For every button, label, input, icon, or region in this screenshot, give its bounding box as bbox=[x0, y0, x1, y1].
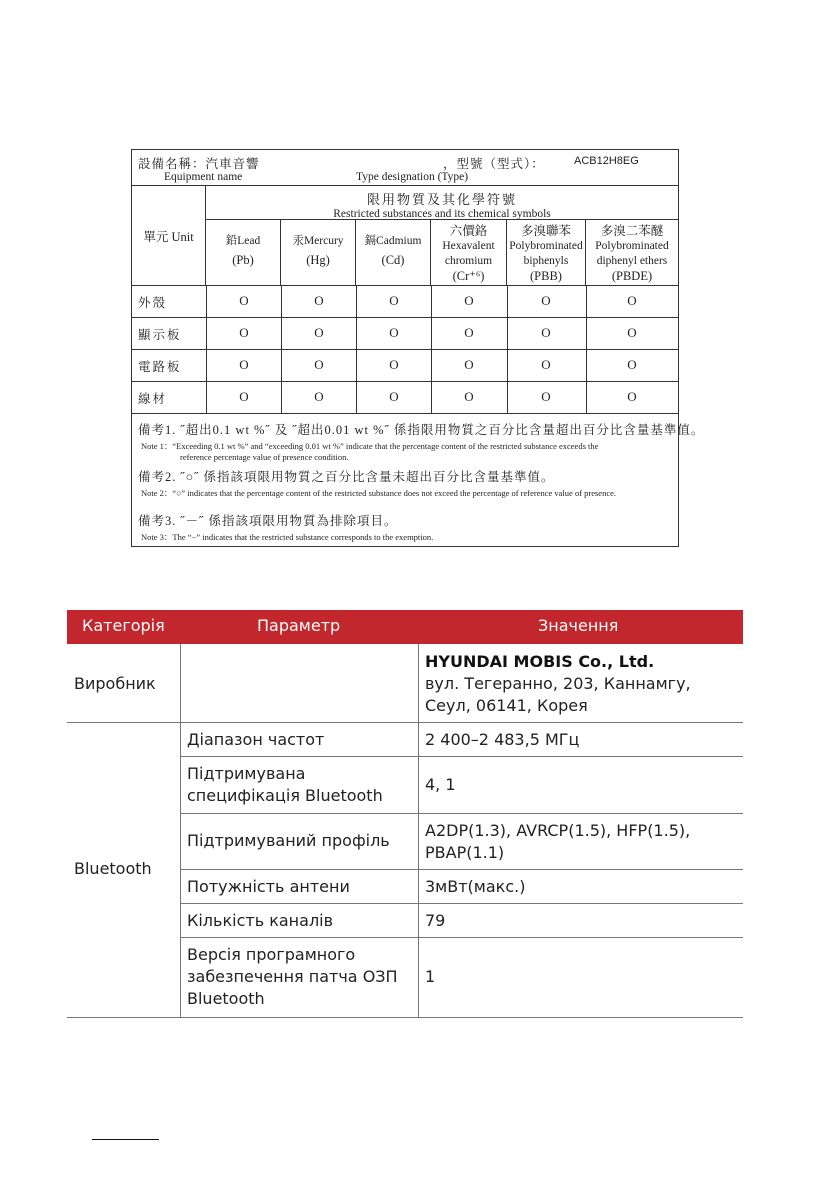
divider bbox=[418, 644, 419, 1018]
substance-symbol: (Pb) bbox=[232, 253, 254, 267]
divider bbox=[180, 813, 743, 814]
note3-en: Note 3：The “−” indicates that the restricted substance corresponds to the exemption. bbox=[141, 532, 434, 542]
manufacturer-address-line2: Сеул, 06141, Корея bbox=[425, 696, 588, 715]
model-number: ACB12H8EG bbox=[574, 155, 639, 167]
equipment-row bbox=[132, 150, 678, 186]
substance-value: O bbox=[314, 389, 324, 404]
substance-mercury bbox=[281, 220, 356, 285]
substance-symbol: (Hg) bbox=[306, 253, 330, 267]
value-profile-line1: A2DP(1.3), AVRCP(1.5), HFP(1.5), bbox=[425, 821, 691, 840]
value-frequency-range: 2 400–2 483,5 МГц bbox=[425, 730, 580, 749]
substance-lead bbox=[206, 220, 281, 285]
substance-name-zh: 多溴二苯醚 bbox=[600, 224, 664, 238]
divider bbox=[180, 756, 743, 757]
value-antenna-power: 3мВт(макс.) bbox=[425, 877, 526, 896]
rohs-table bbox=[131, 149, 705, 547]
restricted-substances-header bbox=[206, 186, 678, 220]
substance-symbol: (PBB) bbox=[530, 269, 562, 283]
note1-en-cont: reference percentage value of presence condition. bbox=[180, 452, 349, 462]
header-category: Категорія bbox=[82, 616, 165, 635]
manufacturer-address-line1: вул. Тегеранно, 203, Каннамгу, bbox=[425, 674, 691, 693]
substance-name-zh: 多溴聯苯 bbox=[520, 224, 571, 238]
param-profile: Підтримуваний профіль bbox=[187, 831, 390, 850]
unit-header: 單元 Unit bbox=[132, 186, 206, 285]
substance-name: 鎘Cadmium bbox=[364, 235, 422, 247]
manufacturer-name: HYUNDAI MOBIS Co., Ltd. bbox=[425, 652, 655, 671]
param-patch-version-line2: забезпечення патча ОЗП bbox=[187, 967, 398, 986]
table-row bbox=[132, 381, 678, 413]
substance-value: O bbox=[464, 325, 474, 340]
substance-chromium bbox=[431, 220, 507, 285]
bluetooth-label: Bluetooth bbox=[74, 859, 152, 878]
substance-value: O bbox=[314, 293, 324, 308]
divider bbox=[67, 722, 743, 723]
equipment-name-zh: 設備名稱：汽車音響 bbox=[138, 157, 260, 171]
substance-value: O bbox=[627, 389, 637, 404]
substance-value: O bbox=[627, 293, 637, 308]
substance-value: O bbox=[627, 357, 637, 372]
part-name: 線材 bbox=[138, 392, 168, 406]
substance-value: O bbox=[239, 325, 249, 340]
divider bbox=[132, 413, 678, 414]
param-patch-version-line1: Версія програмного bbox=[187, 945, 356, 964]
substance-value: O bbox=[314, 357, 324, 372]
value-profile-line2: PBAP(1.1) bbox=[425, 843, 505, 862]
divider bbox=[180, 644, 181, 1018]
substance-name-en: Polybrominated diphenyl ethers bbox=[595, 240, 669, 267]
substance-value: O bbox=[464, 357, 474, 372]
restricted-title-en: Restricted substances and its chemical symbols bbox=[333, 208, 551, 220]
param-frequency-range: Діапазон частот bbox=[187, 730, 325, 749]
substance-value: O bbox=[239, 293, 249, 308]
substance-value: O bbox=[389, 389, 399, 404]
substance-pbb bbox=[507, 220, 586, 285]
substance-value: O bbox=[389, 357, 399, 372]
part-name: 外殼 bbox=[138, 296, 168, 310]
table-row bbox=[132, 285, 678, 317]
note2-en: Note 2：“○” indicates that the percentage content of the restricted substance does not exceed the percentage of reference value of presence. bbox=[141, 488, 616, 498]
substance-value: O bbox=[239, 357, 249, 372]
value-channels: 79 bbox=[425, 911, 446, 930]
substance-name: 鉛Lead bbox=[225, 235, 261, 247]
part-name: 顯示板 bbox=[138, 328, 182, 342]
substance-value: O bbox=[464, 389, 474, 404]
substance-value: O bbox=[464, 293, 474, 308]
note2-zh: 備考2. ˝○˝ 係指該項限用物質之百分比含量未超出百分比含量基準值。 bbox=[138, 470, 555, 484]
substance-value: O bbox=[541, 389, 551, 404]
notes bbox=[138, 420, 705, 543]
substance-value: O bbox=[389, 325, 399, 340]
type-label-zh: ，型號（型式）： bbox=[443, 157, 545, 171]
substance-value: O bbox=[541, 325, 551, 340]
note3-zh: 備考3. ˝－˝ 係指該項限用物質為排除項目。 bbox=[138, 514, 398, 528]
divider bbox=[180, 937, 743, 938]
table-row bbox=[132, 317, 678, 349]
param-bt-spec-line1: Підтримувана bbox=[187, 764, 306, 783]
substance-symbol: (Cd) bbox=[381, 253, 405, 267]
value-patch-version: 1 bbox=[425, 967, 436, 986]
substance-value: O bbox=[627, 325, 637, 340]
divider bbox=[180, 903, 743, 904]
restricted-title-zh: 限用物質及其化學符號 bbox=[366, 192, 517, 207]
part-name: 電路板 bbox=[138, 360, 182, 374]
spec-table-header bbox=[67, 610, 743, 644]
substance-value: O bbox=[239, 389, 249, 404]
note1-en: Note 1：“Exceeding 0.1 wt %” and “exceeding 0.01 wt %” indicate that the percentage content of the restricted substance exceeds the bbox=[141, 441, 599, 451]
substance-name-en: Polybrominated biphenyls bbox=[509, 240, 583, 267]
divider bbox=[67, 1017, 743, 1018]
type-label-en: Type designation (Type) bbox=[356, 171, 469, 183]
value-bt-spec: 4, 1 bbox=[425, 775, 456, 794]
param-antenna-power: Потужність антени bbox=[187, 877, 350, 896]
substance-value: O bbox=[314, 325, 324, 340]
header-value: Значення bbox=[538, 616, 619, 635]
param-patch-version-line3: Bluetooth bbox=[187, 989, 265, 1008]
note1-zh: 備考1. ˝超出0.1 wt %˝ 及 ˝超出0.01 wt %˝ 係指限用物質之百分比含量超出百分比含量基準值。 bbox=[138, 423, 705, 437]
equipment-name-en: Equipment name bbox=[164, 171, 243, 183]
substance-name: 汞Mercury bbox=[292, 235, 344, 247]
manufacturer-label: Виробник bbox=[74, 674, 156, 693]
substance-value: O bbox=[541, 357, 551, 372]
table-row bbox=[132, 349, 678, 381]
substance-value: O bbox=[389, 293, 399, 308]
footer-line bbox=[92, 1139, 159, 1140]
substance-symbol: (PBDE) bbox=[611, 269, 653, 283]
substance-name-zh: 六價鉻 bbox=[449, 224, 488, 238]
substance-symbol: (Cr⁺⁶) bbox=[452, 269, 485, 283]
header-parameter: Параметр bbox=[257, 616, 341, 635]
substance-value: O bbox=[541, 293, 551, 308]
substance-name-en: Hexavalent chromium bbox=[442, 240, 495, 267]
substance-cadmium bbox=[356, 220, 431, 285]
divider bbox=[180, 869, 743, 870]
param-channels: Кількість каналів bbox=[187, 911, 334, 930]
substance-pbde bbox=[586, 220, 678, 285]
param-bt-spec-line2: специфікація Bluetooth bbox=[187, 786, 383, 805]
